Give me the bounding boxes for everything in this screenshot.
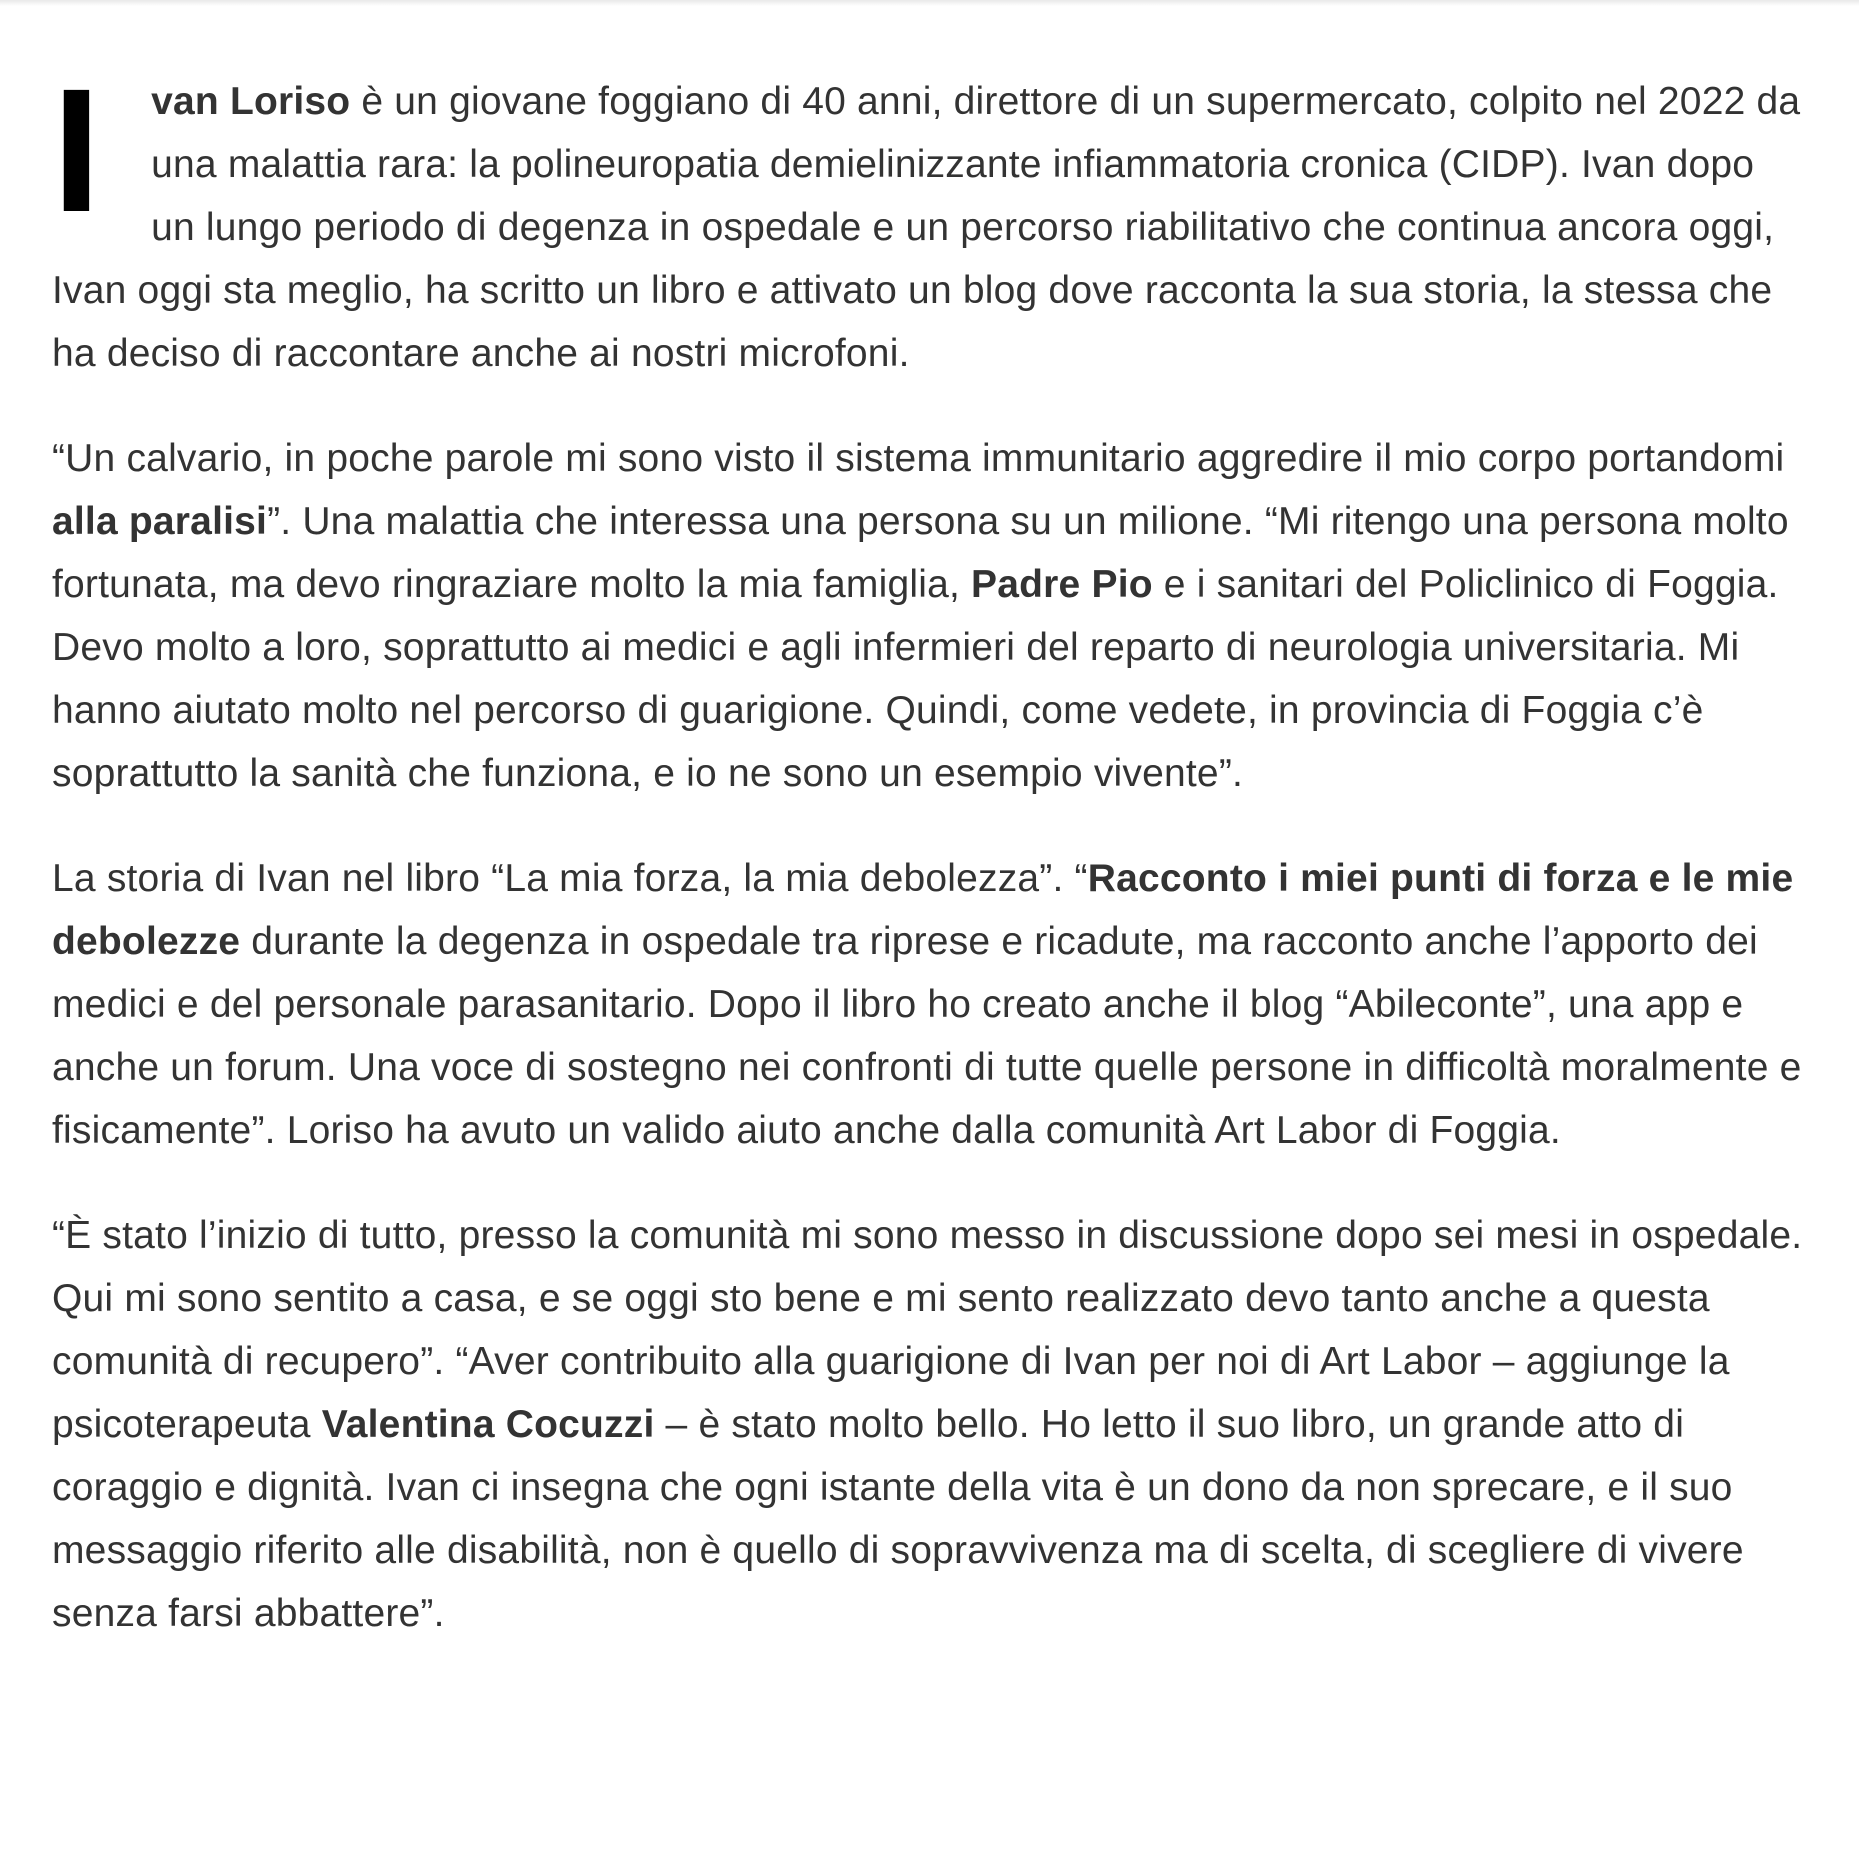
paragraph-2-text-a: “Un calvario, in poche parole mi sono visto il sistema immunitario aggredire il mio corpo portandomi: [52, 437, 1785, 480]
paragraph-3-text-b: durante la degenza in ospedale tra riprese e ricadute, ma racconto anche l’apporto dei medici e del personale parasanitario. Dopo il libro ho creato anche il blog “Abileconte”, una app e anche un forum. Una voce di sostegno nei confronti di tutte quelle persone in difficoltà moralmente e fisicamente”. Loriso ha avuto un valido aiuto anche dalla comunità Art Labor di Foggia.: [52, 920, 1802, 1152]
drop-cap: I: [52, 53, 102, 249]
bold-name-ivan-loriso: van Loriso: [151, 80, 351, 123]
paragraph-3: [52, 847, 1807, 1162]
article-body: [52, 53, 1807, 1687]
bold-alla-paralisi: alla paralisi: [52, 500, 268, 543]
paragraph-1-text: è un giovane foggiano di 40 anni, direttore di un supermercato, colpito nel 2022 da una malattia rara: la polineuropatia demielinizzante infiammatoria cronica (CIDP). Ivan dopo un lungo periodo di degenza in ospedale e un percorso riabilitativo che continua ancora oggi, Ivan oggi sta meglio, ha scritto un libro e attivato un blog dove racconta la sua storia, la stessa che ha deciso di raccontare anche ai nostri microfoni.: [52, 80, 1801, 375]
bold-racconto-punti-forza: Racconto i miei punti di forza e le mie debolezze: [52, 857, 1794, 963]
bold-valentina-cocuzzi: Valentina Cocuzzi: [321, 1403, 655, 1446]
paragraph-3-text-a: La storia di Ivan nel libro “La mia forza, la mia debolezza”. “: [52, 857, 1088, 900]
paragraph-4: [52, 1204, 1807, 1645]
paragraph-4-text-b: – è stato molto bello. Ho letto il suo libro, un grande atto di coraggio e dignità. Ivan ci insegna che ogni istante della vita è un dono da non sprecare, e il suo messaggio riferito alle disabilità, non è quello di sopravvivenza ma di scelta, di scegliere di vivere senza farsi abbattere”.: [52, 1403, 1744, 1635]
paragraph-2-text-c: e i sanitari del Policlinico di Foggia. Devo molto a loro, soprattutto ai medici e agli infermieri del reparto di neurologia universitaria. Mi hanno aiutato molto nel percorso di guarigione. Quindi, come vedete, in provincia di Foggia c’è soprattutto la sanità che funziona, e io ne sono un esempio vivente”.: [52, 563, 1779, 795]
paragraph-2-text-b: ”. Una malattia che interessa una persona su un milione. “Mi ritengo una persona molto fortunata, ma devo ringraziare molto la mia famiglia,: [52, 500, 1789, 606]
paragraph-2: [52, 427, 1807, 805]
paragraph-4-text-a: “È stato l’inizio di tutto, presso la comunità mi sono messo in discussione dopo sei mesi in ospedale. Qui mi sono sentito a casa, e se oggi sto bene e mi sento realizzato devo tanto anche a questa comunità di recupero”. “Aver contribuito alla guarigione di Ivan per noi di Art Labor – aggiunge la psicoterapeuta: [52, 1214, 1803, 1446]
bold-padre-pio: Padre Pio: [971, 563, 1153, 606]
paragraph-1: [52, 53, 1807, 385]
top-divider: [0, 0, 1859, 6]
